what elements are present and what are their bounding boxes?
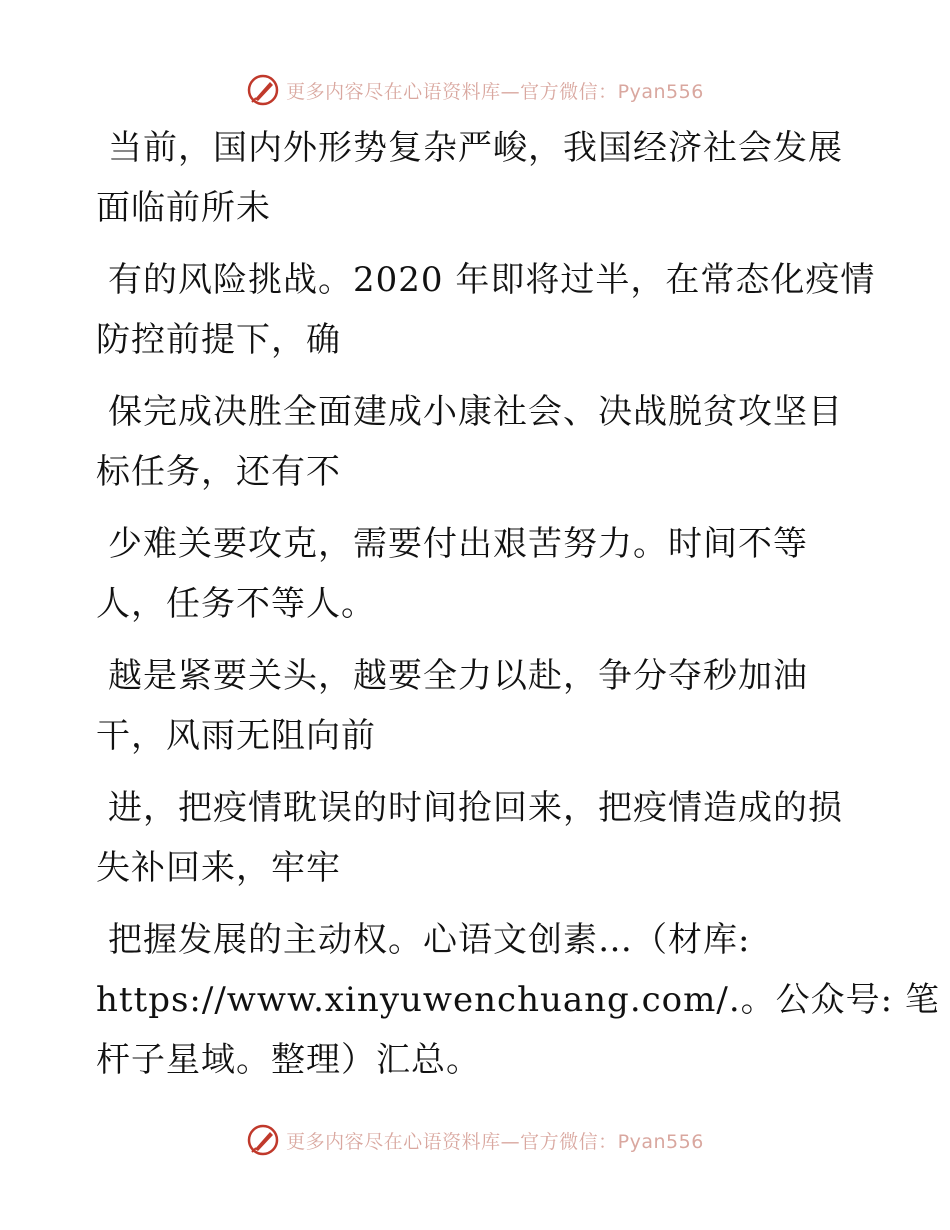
quill-pen-logo-icon [246, 1123, 280, 1157]
footer-banner-text: 更多内容尽在心语资料库—官方微信：Pyan556 [286, 1130, 704, 1153]
paragraph-line: 防控前提下，确 [96, 320, 341, 360]
paragraph-line: 少难关要攻克，需要付出艰苦努力。时间不等 [108, 524, 808, 564]
paragraph-line: 当前，国内外形势复杂严峻，我国经济社会发展 [108, 128, 843, 168]
paragraph-line: https://www.xinyuwenchuang.com/.。公众号: 笔 [96, 980, 940, 1020]
paragraph-line: 有的风险挑战。2020 年即将过半，在常态化疫情 [108, 260, 876, 300]
paragraph [96, 250, 876, 370]
document-body [96, 118, 940, 1090]
paragraph-line: 失补回来，牢牢 [96, 848, 341, 888]
header-banner [0, 70, 950, 110]
paragraph [96, 382, 866, 502]
paragraph [96, 118, 866, 238]
paragraph-line: 越是紧要关头，越要全力以赴，争分夺秒加油 [108, 656, 808, 696]
quill-pen-logo-icon [246, 73, 280, 107]
paragraph-line: 杆子星域。整理）汇总。 [96, 1040, 481, 1080]
paragraph-line: 保完成决胜全面建成小康社会、决战脱贫攻坚目 [108, 392, 843, 432]
header-banner-text: 更多内容尽在心语资料库—官方微信：Pyan556 [286, 80, 704, 103]
paragraph-line: 干，风雨无阻向前 [96, 716, 376, 756]
paragraph [96, 778, 866, 898]
paragraph [96, 910, 940, 1090]
footer-banner [0, 1120, 950, 1160]
paragraph-line: 标任务，还有不 [96, 452, 341, 492]
paragraph-line: 把握发展的主动权。心语文创素…（材库: [108, 920, 751, 960]
paragraph-line: 进，把疫情耽误的时间抢回来，把疫情造成的损 [108, 788, 843, 828]
paragraph [96, 646, 866, 766]
paragraph-line: 面临前所未 [96, 188, 271, 228]
paragraph-line: 人，任务不等人。 [96, 584, 376, 624]
paragraph [96, 514, 866, 634]
